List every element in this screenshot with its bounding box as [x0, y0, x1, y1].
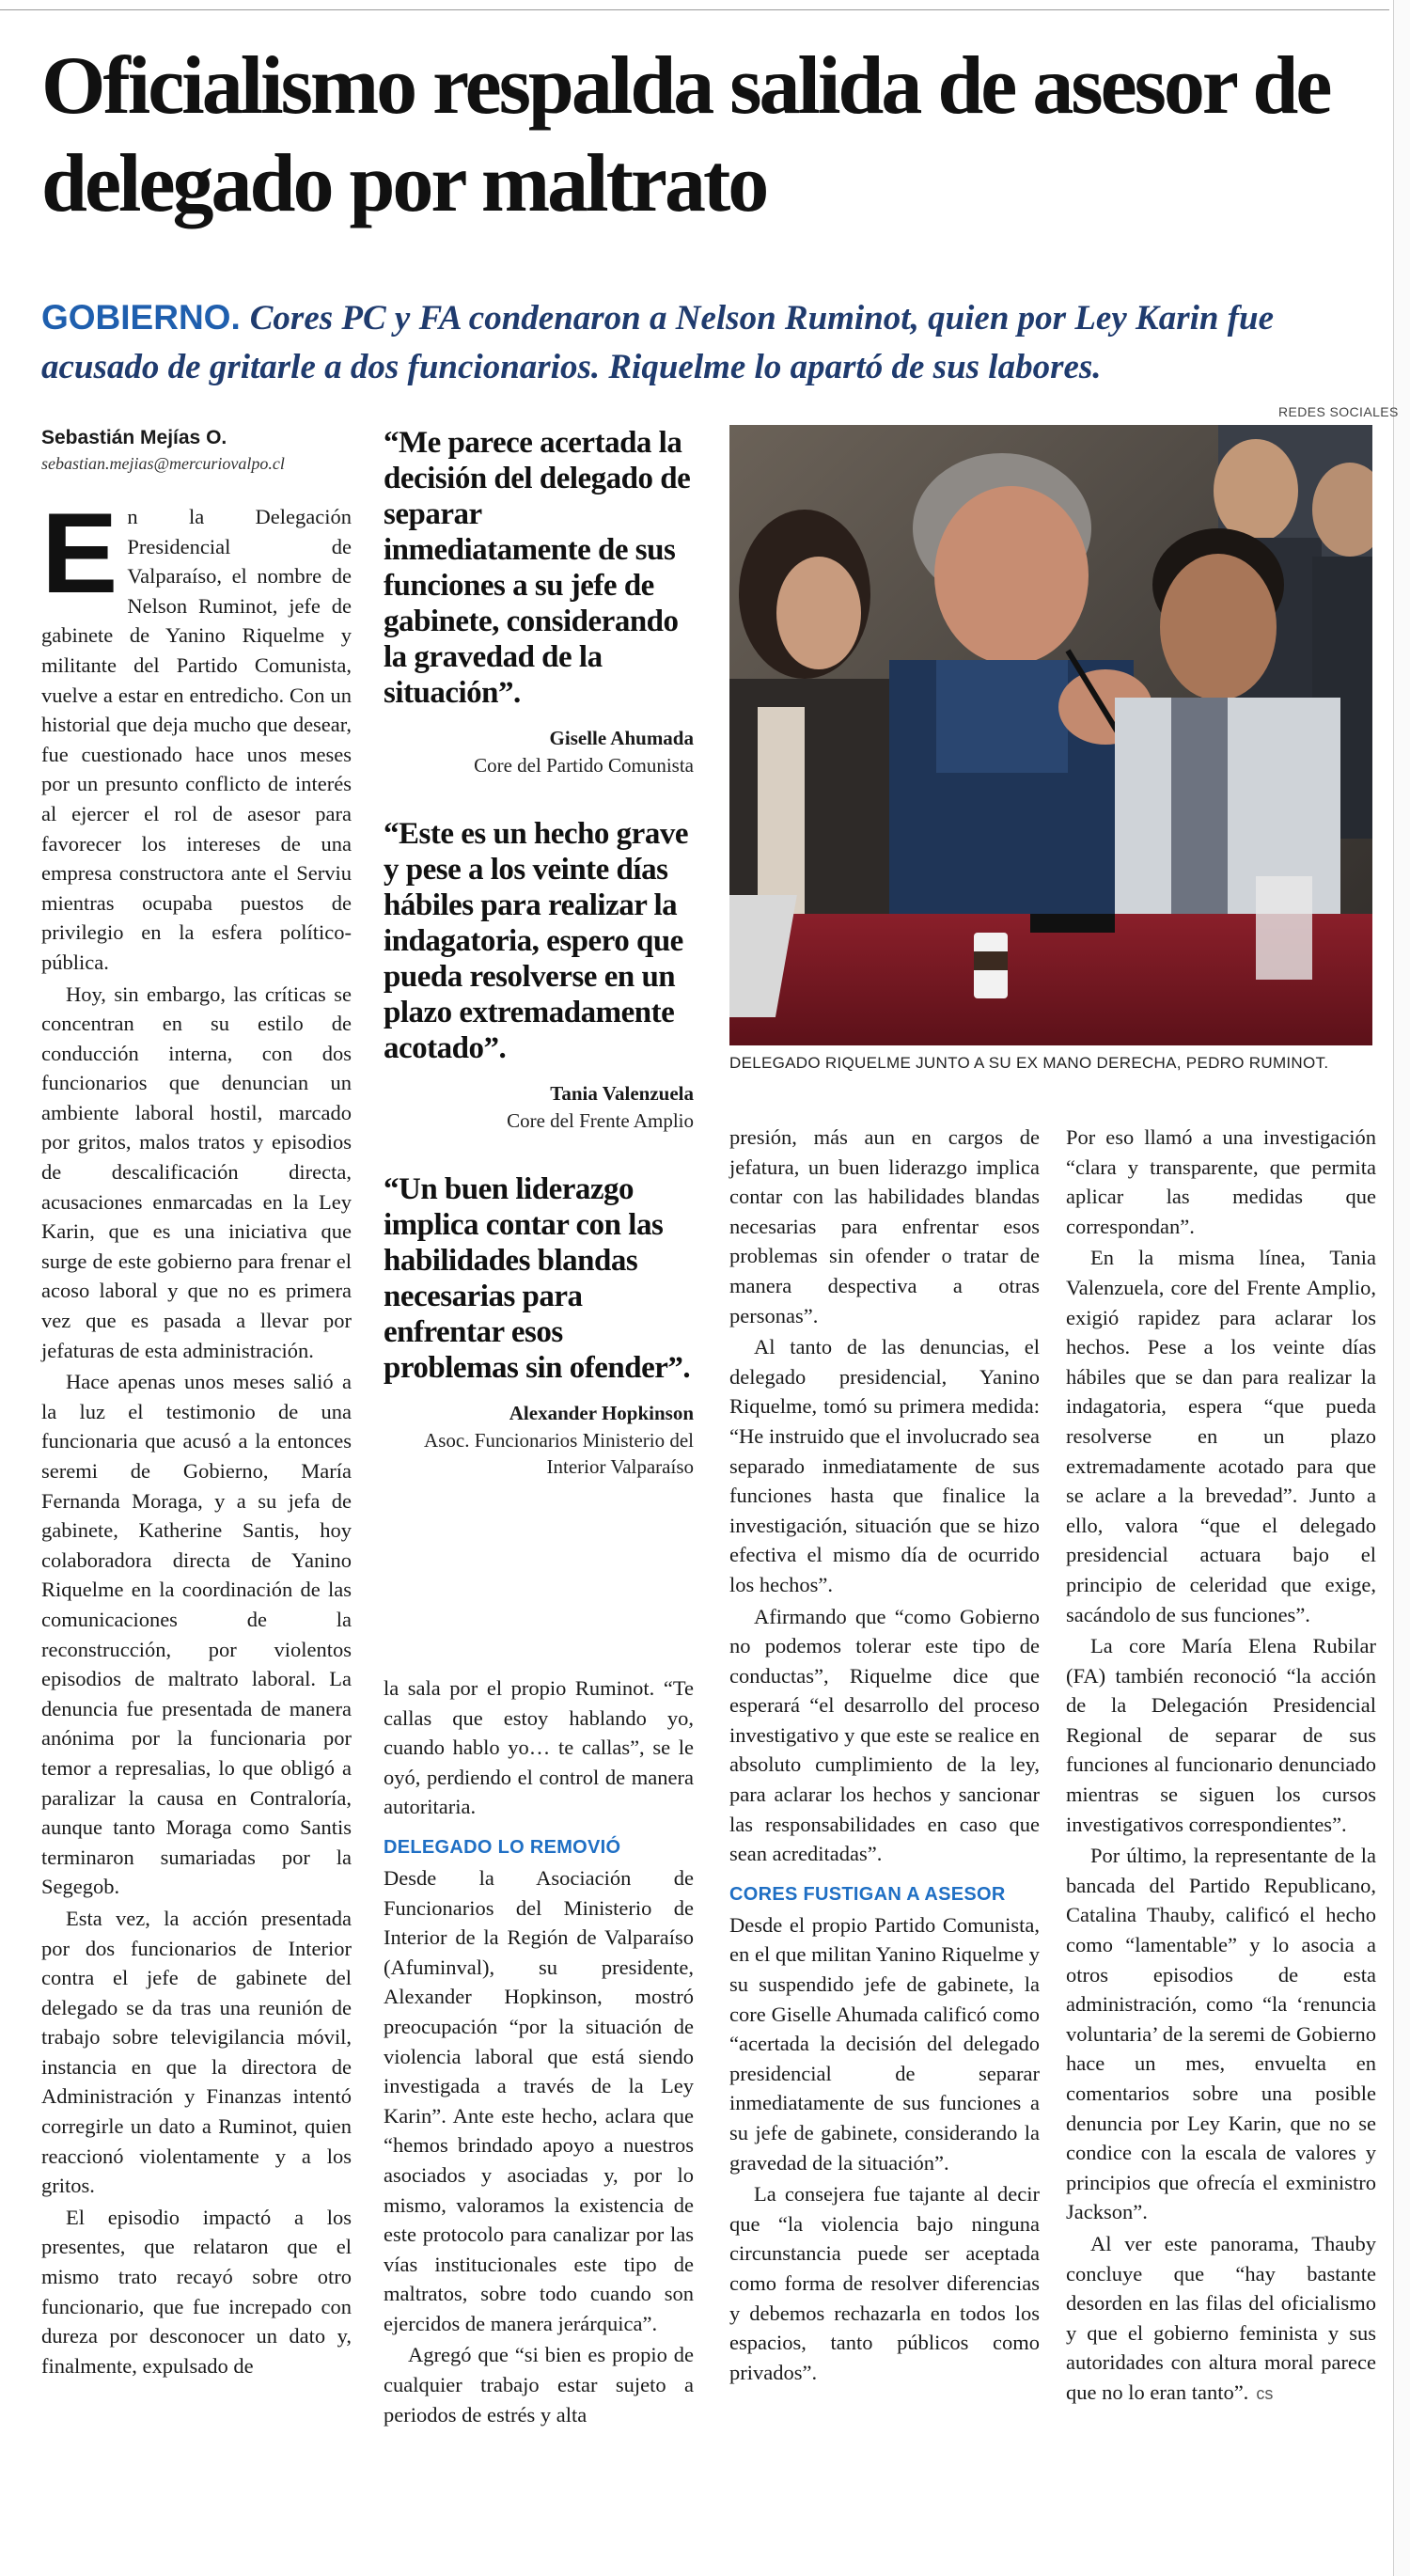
author-email: sebastian.mejias@mercuriovalpo.cl [41, 454, 285, 473]
deck [41, 293, 1386, 392]
section-kicker: GOBIERNO. [41, 298, 241, 337]
end-mark: cs [1256, 2383, 1274, 2403]
paragraph: Agregó que “si bien es propio de cualquier trabajo estar sujeto a periodos de estrés y alta [384, 2343, 694, 2427]
quote-role: Asoc. Funcionarios Ministerio del Interior Valparaíso [424, 1429, 694, 1478]
pull-quote-3 [384, 1171, 694, 1480]
paragraph: Hoy, sin embargo, las críticas se concentran en su estilo de conducción interna, con dos funcionarios que denuncian un ambiente laboral hostil, marcado por gritos, malos tratos y episodios de descalificación directa, acusaciones enmarcadas en la Ley Karin, que es una iniciativa que surge de este gobierno para frenar el acoso laboral y que no es primera vez que es pasada a llevar por jefaturas de esta administración. [41, 982, 352, 1362]
paragraph: Al ver este panorama, Thauby concluye que “hay bastante desorden en las filas del oficialismo y que el gobierno feminista y sus autoridades con altura moral parece que no lo eran tanto”. cs [1066, 2231, 1376, 2404]
paragraph: Desde la Asociación de Funcionarios del Ministerio de Interior de la Región de Valparaíso (Afuminval), su presidente, Alexander Hopkinson, mostró preocupación “por la situación de violencia laboral que está siendo investigada a través de la Ley Karin”. Ante este hecho, aclara que “hemos brindado apoyo a nuestros asociados y asociadas y, por lo mismo, valoramos la existencia de este protocolo para canalizar por las vías institucionales este tipo de maltratos, sobre todo cuando son ejercidos de manera jerárquica”. [384, 1865, 694, 2335]
headline: Oficialismo respalda salida de asesor de delegado por maltrato [41, 40, 1330, 229]
column-2-body [384, 1673, 694, 2431]
quote-text: “Este es un hecho grave y pese a los veinte días hábiles para realizar la indagatoria, espero que pueda resolverse en un plazo extremadamente acotado”. [384, 817, 688, 1065]
page-gutter [1393, 0, 1410, 2576]
paragraph: La consejera fue tajante al decir que “la violencia bajo ninguna circunstancia puede ser aceptada como forma de resolver diferencias y debemos rechazarla en todos los espacios, tanto públicos como privados”. [729, 2182, 1040, 2384]
paragraph: Hace apenas unos meses salió a la luz el testimonio de una funcionaria que acusó a la entonces seremi de Gobierno, María Fernanda Moraga, y a su jefa de gabinete, Katherine Santis, hoy colaboradora directa de Yanino Riquelme en la coordinación de las comunicaciones de la reconstrucción, por violentos episodios de maltrato laboral. La denuncia fue presentada de manera anónima por la funcionaria por temor a represalias, lo que obligó a paralizar la causa en Contraloría, aunque tanto Moraga como Santis terminaron sumariadas por la Segegob. [41, 1370, 352, 1899]
quote-author: Alexander Hopkinson [509, 1402, 694, 1424]
paragraph: Afirmando que “como Gobierno no podemos tolerar este tipo de conductas”, Riquelme dice que esperará “el desarrollo del proceso investigativo y que este se realice en absoluto cumplimiento de la ley, para aclarar los hechos y sancionar las responsabilidades en caso que sean acreditadas”. [729, 1604, 1040, 1866]
paragraph: la sala por el propio Ruminot. “Te callas que estoy hablando yo, cuando hablo yo… te callas”, se le oyó, perdiendo el control de manera autoritaria. [384, 1676, 694, 1819]
photo-caption: DELEGADO RIQUELME JUNTO A SU EX MANO DERECHA, PEDRO RUMINOT. [729, 1054, 1329, 1072]
author-name: Sebastián Mejías O. [41, 427, 227, 448]
deck-text: Cores PC y FA condenaron a Nelson Ruminot, quien por Ley Karin fue acusado de gritarle a dos funcionarios. Riquelme lo apartó de sus labores. [41, 299, 1275, 386]
column-1 [41, 425, 352, 2382]
paragraph: Desde el propio Partido Comunista, en el que militan Yanino Riquelme y su suspendido jefe de gabinete, la core Giselle Ahumada calificó como “acertada la decisión del delegado presidencial de separar inmediatamente de sus funciones a su jefe de gabinete, considerando la gravedad de la situación”. [729, 1912, 1040, 2175]
paragraph: En la misma línea, Tania Valenzuela, core del Frente Amplio, exigió rapidez para aclarar los hechos. Pese a los veinte días hábiles que se dan para realizar la indagatoria, espera “que pueda resolverse en un plazo extremadamente acotado para que se aclare a la brevedad”. Junto a ello, valora “que el delegado presidencial actuara bajo el principio de celeridad que exige, sacándolo de sus funciones”. [1066, 1246, 1376, 1626]
column-2 [384, 425, 694, 1480]
quote-role: Core del Partido Comunista [474, 754, 694, 777]
news-photo [729, 425, 1372, 1045]
quote-author: Tania Valenzuela [550, 1082, 694, 1105]
quote-role: Core del Frente Amplio [507, 1109, 694, 1132]
subhead-cores: CORES FUSTIGAN A ASESOR [729, 1883, 1006, 1905]
paragraph: En la Delegación Presidencial de Valparaíso, el nombre de Nelson Ruminot, jefe de gabinete de Yanino Riquelme y militante del Partido Comunista, vuelve a estar en entredicho. Con un historial que deja mucho que desear, fue cuestionado hace unos meses por un presunto conflicto de interés al ejercer el rol de asesor para favorecer los intereses de una empresa constructora ante el Serviu mientras ocupaba puestos de privilegio en la esfera político-pública. [41, 489, 352, 974]
paragraph: Al tanto de las denuncias, el delegado presidencial, Yanino Riquelme, tomó su primera medida: “He instruido que el involucrado sea separado inmediatamente de sus funciones hasta que finalice la investigación, situación que se hizo efectiva el mismo día de ocurrido los hechos”. [729, 1335, 1040, 1596]
paragraph: Esta vez, la acción presentada por dos funcionarios de Interior contra el jefe de gabinete del delegado se da tras una reunión de trabajo sobre televigilancia móvil, instancia en que la directora de Administración y Finanzas intentó corregirle un dato a Ruminot, quien reaccionó violentamente y a los gritos. [41, 1906, 352, 2198]
paragraph: La core María Elena Rubilar (FA) también reconoció “la acción de la Delegación Presidencial Regional de separar de sus funciones al funcionario denunciado mientras se siguen los cursos investigativos correspondientes”. [1066, 1634, 1376, 1836]
drop-cap: E [41, 489, 118, 617]
photo-credit: REDES SOCIALES [1278, 404, 1399, 419]
subhead-delegado: DELEGADO LO REMOVIÓ [384, 1836, 621, 1858]
paragraph: Por último, la representante de la bancada del Partido Republicano, Catalina Thauby, calificó el hecho como “lamentable” y lo asocia a otros episodios de esta administración, como “la ‘renuncia voluntaria’ de la seremi de Gobierno hace un mes, envuelta en comentarios sobre una posible denuncia por Ley Karin, que no se condice con la escala de valores y principios que ofrecía el exministro Jackson”. [1066, 1844, 1376, 2224]
top-rule [0, 9, 1389, 10]
quote-text: “Un buen liderazgo implica contar con las habilidades blandas necesarias para enfrentar esos problemas sin ofender”. [384, 1172, 691, 1385]
quote-author: Giselle Ahumada [549, 727, 694, 749]
quote-text: “Me parece acertada la decisión del delegado de separar inmediatamente de sus funciones a su jefe de gabinete, considerando la gravedad de la situación”. [384, 426, 691, 710]
paragraph: Por eso llamó a una investigación “clara y transparente, que permita aplicar las medidas que correspondan”. [1066, 1125, 1376, 1238]
pull-quote-2 [384, 816, 694, 1134]
paragraph: presión, más aun en cargos de jefatura, un buen liderazgo implica contar con las habilidades blandas necesarias para enfrentar esos problemas sin ofender o tratar de manera despectiva a otras personas”. [729, 1125, 1040, 1327]
pull-quote-1 [384, 425, 694, 778]
column-3 [729, 1123, 1040, 2389]
column-4 [1066, 1123, 1376, 2411]
paragraph: El episodio impactó a los presentes, que relataron que el mismo trato recayó sobre otro funcionario, que fue increpado con dureza por desconocer un dato y, finalmente, expulsado de [41, 2205, 352, 2378]
